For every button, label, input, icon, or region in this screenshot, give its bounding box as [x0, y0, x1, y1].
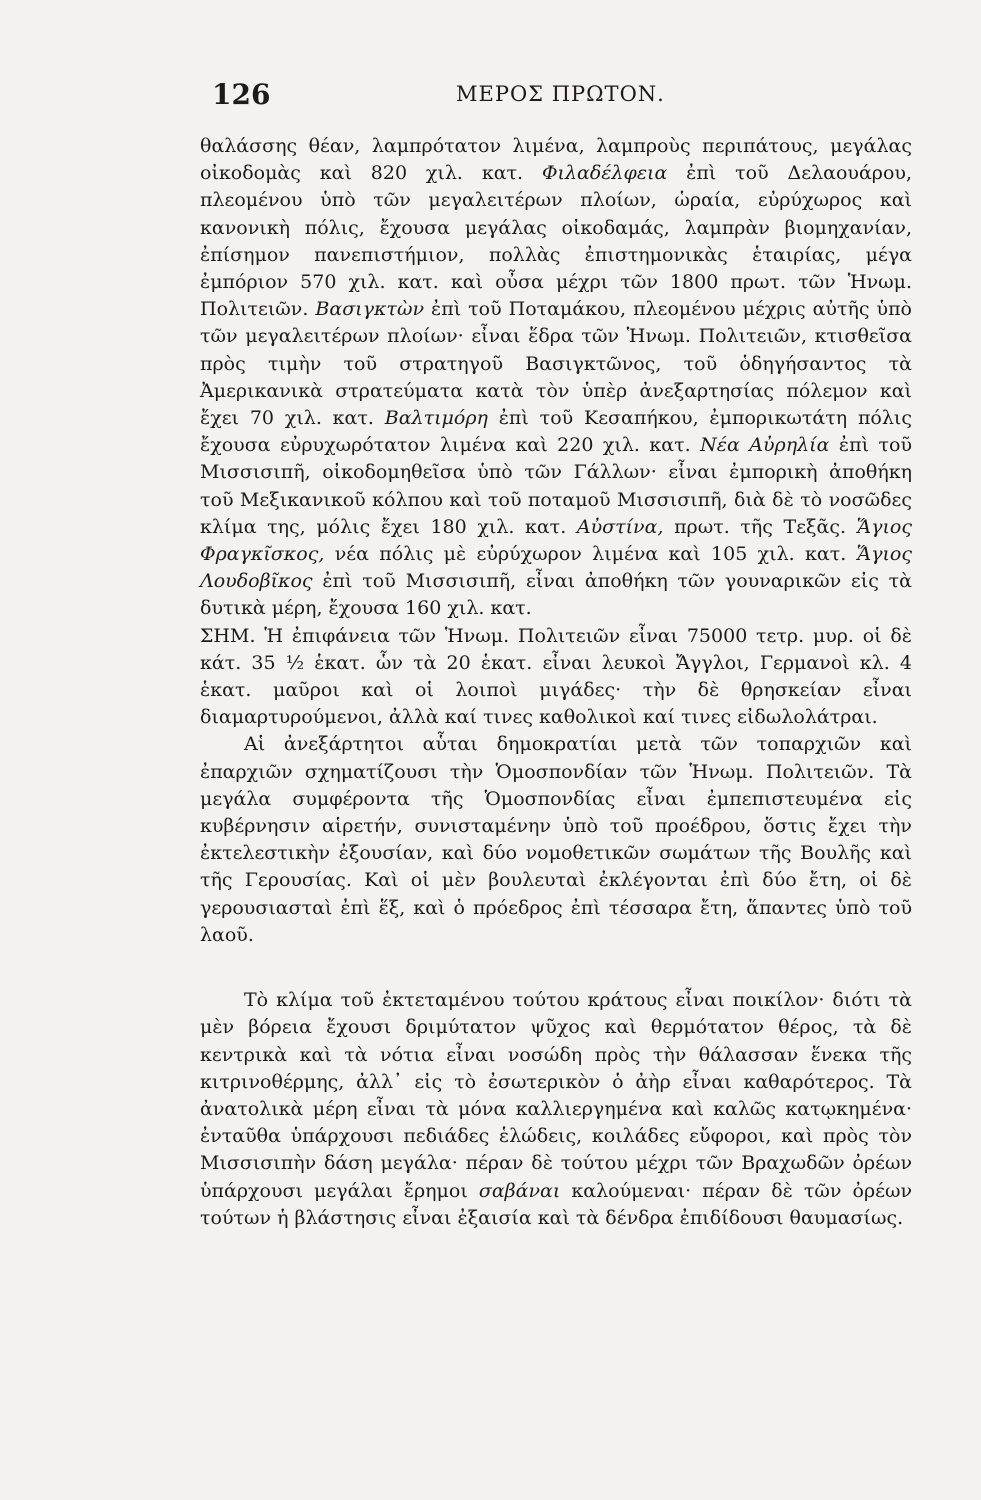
- city-name: Φιλαδέλφεια: [541, 162, 668, 185]
- page-header: [212, 74, 922, 114]
- paragraph-federation: Αἱ ἀνεξάρτητοι αὗται δημοκρατίαι μετὰ τῶν τοπαρχιῶν καὶ ἐπαρχιῶν σχηματίζουσι τὴν Ὁμοσπονδίαν τῶν Ἡνωμ. Πολιτειῶν. Τὰ μεγάλα συμφέροντα τῆς Ὁμοσπονδίας εἶναι ἐμπεπιστευμένα εἰς κυβέρνησιν αἱρετήν, συνισταμένην ὑπὸ τοῦ προέδρου, ὅστις ἔχει τὴν ἐκτελεστικὴν ἐξουσίαν, καὶ δύο νομοθετικῶν σωμάτων τῆς Βουλῆς καὶ τῆς Γερουσίας. Καὶ οἱ μὲν βουλευταὶ ἐκλέγονται ἐπὶ δύο ἔτη, οἱ δὲ γερουσιασταὶ ἐπὶ ἕξ, καὶ ὁ πρόεδρος ἐπὶ τέσσαρα ἔτη, ἅπαντες ὑπὸ τοῦ λαοῦ.: [200, 733, 912, 946]
- city-name: Ἅγιος Λουδοβῖκος: [200, 543, 912, 593]
- city-name: Αὐστίνα,: [576, 515, 664, 538]
- paragraph-climate: Τὸ κλίμα τοῦ ἐκτεταμένου τούτου κράτους εἶναι ποικίλον· διότι τὰ μὲν βόρεια ἔχουσι δριμύτατον ψῦχος καὶ θερμότατον θέρος, τὰ δὲ κεντρικὰ καὶ τὰ νότια εἶναι νοσώδη πρὸς τὴν θάλασσαν ἕνεκα τῆς κιτρινοθέρμης, ἀλλ᾽ εἰς τὸ ἐσωτερικὸν ὁ ἀὴρ εἶναι καθαρότερος. Τὰ ἀνατολικὰ μέρη εἶναι τὰ μόνα καλλιεργημένα καὶ καλῶς κατῳκημένα· ἐνταῦθα ὑπάρχουσι πεδιάδες ἑλώδεις, κοιλάδες εὔφοροι, καὶ πρὸς τὸν Μισσισιπὴν δάση μεγάλα· πέραν δὲ τούτου μέχρι τῶν Βραχωδῶν ὀρέων ὑπάρχουσι μεγάλαι ἔρημοι σαβάναι καλούμεναι· πέραν δὲ τῶν ὀρέων τούτων ἡ βλάστησις εἶναι ἐξαισία καὶ τὰ δένδρα ἐπιδίδουσι θαυμασίως.: [200, 989, 913, 1229]
- paragraph-note: ΣΗΜ. Ἡ ἐπιφάνεια τῶν Ἡνωμ. Πολιτειῶν εἶναι 75000 τετρ. μυρ. οἱ δὲ κάτ. 35 ½ ἑκατ. ὧν τὰ 20 ἑκατ. εἶναι λευκοὶ Ἄγγλοι, Γερμανοὶ κλ. 4 ἑκατ. μαῦροι καὶ οἱ λοιποὶ μιγάδες· τὴν δὲ θρησκείαν εἶναι διαμαρτυρούμενοι, ἀλλὰ καί τινες καθολικοὶ καί τινες εἰδωλολάτραι.: [200, 624, 912, 729]
- city-name: Βασιγκτὼν: [315, 298, 424, 321]
- page-number: 126: [212, 78, 271, 111]
- city-name: Ἅγιος Φραγκῖσκος,: [200, 515, 913, 566]
- paragraph-cities: θαλάσσης θέαν, λαμπρότατον λιμένα, λαμπροὺς περιπάτους, μεγάλας οἰκοδομὰς καὶ 820 χιλ. κατ. Φιλαδέλφεια ἐπὶ τοῦ Δελαουάρου, πλεομένου ὑπὸ τῶν μεγαλειτέρων πλοίων, ὡραία, εὐρύχωρος καὶ κανονικὴ πόλις, ἔχουσα μεγάλας οἰκοδαμάς, λαμπρὰν βιομηχανίαν, ἐπίσημον πανεπιστήμιον, πολλὰς ἐπιστημονικὰς ἑταιρίας, μέγα ἐμπόριον 570 χιλ. κατ. καὶ οὖσα μέχρι τῶν 1800 πρωτ. τῶν Ἡνωμ. Πολιτειῶν. Βασιγκτὼν ἐπὶ τοῦ Ποταμάκου, πλεομένου μέχρις αὐτῆς ὑπὸ τῶν μεγαλειτέρων πλοίων· εἶναι ἕδρα τῶν Ἡνωμ. Πολιτειῶν, κτισθεῖσα πρὸς τιμὴν τοῦ στρατηγοῦ Βασιγκτῶνος, τοῦ ὁδηγήσαντος τὰ Ἀμερικανικὰ στρατεύματα κατὰ τὸν ὑπὲρ ἀνεξαρτησίας πόλεμον καὶ ἔχει 70 χιλ. κατ. Βαλτιμόρη ἐπὶ τοῦ Κεσαπήκου, ἐμπορικωτάτη πόλις ἔχουσα εὐρυχωρότατον λιμένα καὶ 220 χιλ. κατ. Νέα Αὐρηλία ἐπὶ τοῦ Μισσισιπῆ, οἰκοδομηθεῖσα ὑπὸ τῶν Γάλλων· εἶναι ἐμπορικὴ ἀποθήκη τοῦ Μεξικανικοῦ κόλπου καὶ τοῦ ποταμοῦ Μισσισιπῆ, διὰ δὲ τὸ νοσῶδες κλίμα της, μόλις ἔχει 180 χιλ. κατ. Αὐστίνα, πρωτ. τῆς Τεξᾶς. Ἅγιος Φραγκῖσκος, νέα πόλις μὲ εὐρύχωρον λιμένα καὶ 105 χιλ. κατ. Ἅγιος Λουδοβῖκος ἐπὶ τοῦ Μισσισιπῆ, εἶναι ἀποθήκη τῶν γουναρικῶν εἰς τὰ δυτικὰ μέρη, ἔχουσα 160 χιλ. κατ.: [200, 135, 913, 620]
- city-name: Βαλτιμόρη: [384, 407, 488, 430]
- running-title: ΜΕΡΟΣ ΠΡΩΤΟΝ.: [456, 82, 665, 106]
- term-savannas: σαβάναι: [478, 1179, 561, 1202]
- page-body: [200, 133, 912, 1232]
- city-name: Νέα Αὐρηλία: [700, 434, 830, 457]
